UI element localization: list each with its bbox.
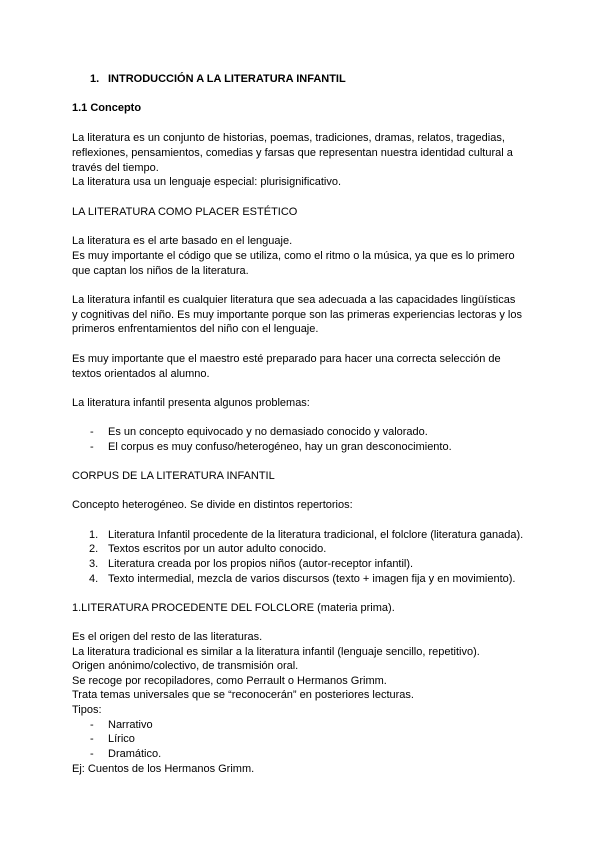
heading-number: 1. [90,73,100,85]
paragraph-line: y cognitivas del niño. Es muy importante porque son las primeras experiencias lectoras y los [72,309,522,321]
paragraph-line: Tipos: [72,704,102,716]
paragraph-line: La literatura es el arte basado en el lenguaje. [72,235,293,247]
paragraph-line: Trata temas universales que se “reconocerán” en posteriores lecturas. [72,689,414,701]
paragraph-line: Es muy importante que el maestro esté preparado para hacer una correcta selección de [72,353,501,365]
list-number: 3. [89,558,99,570]
list-item: Literatura creada por los propios niños (autor-receptor infantil). [108,558,414,570]
paragraph-line: primeros enfrentamientos del niño con el lenguaje. [72,323,319,335]
bullet-dash: - [90,426,94,438]
subheading: 1.1 Concepto [72,102,142,114]
list-item: Texto intermedial, mezcla de varios discursos (texto + imagen fija y en movimiento). [108,573,516,585]
paragraph-line: La literatura infantil es cualquier literatura que sea adecuada a las capacidades lingüísticas [72,294,516,306]
paragraph-line: La literatura tradicional es similar a la literatura infantil (lenguaje sencillo, repetitivo). [72,646,480,658]
list-item: Es un concepto equivocado y no demasiado conocido y valorado. [108,426,428,438]
bullet-dash: - [90,719,94,731]
list-item: El corpus es muy confuso/heterogéneo, hay un gran desconocimiento. [108,441,452,453]
section-heading-placer: LA LITERATURA COMO PLACER ESTÉTICO [72,206,298,218]
problems-intro: La literatura infantil presenta algunos problemas: [72,397,310,409]
list-item: Narrativo [108,719,153,731]
section-heading-folclore-title: 1.LITERATURA PROCEDENTE DEL FOLCLORE [72,602,315,614]
heading-title: INTRODUCCIÓN A LA LITERATURA INFANTIL [108,73,346,85]
paragraph-line: Origen anónimo/colectivo, de transmisión oral. [72,660,299,672]
intro-line: través del tiempo. [72,162,159,174]
intro-line: La literatura usa un lenguaje especial: plurisignificativo. [72,176,342,188]
list-item: Textos escritos por un autor adulto conocido. [108,543,327,555]
bullet-dash: - [90,748,94,760]
section-heading-corpus: CORPUS DE LA LITERATURA INFANTIL [72,470,275,482]
section-heading-folclore [72,601,395,615]
bullet-dash: - [90,441,94,453]
intro-line: La literatura es un conjunto de historias, poemas, tradiciones, dramas, relatos, tragedias, [72,132,505,144]
paragraph-line: Es muy importante el código que se utiliza, como el ritmo o la música, ya que es lo primero [72,250,515,262]
section-heading-folclore-note: (materia prima). [317,602,395,614]
list-item: Literatura Infantil procedente de la literatura tradicional, el folclore (literatura ganada). [108,529,524,541]
list-number: 2. [89,543,99,555]
paragraph-line: Es el origen del resto de las literaturas. [72,631,263,643]
list-number: 1. [89,529,99,541]
list-item: Dramático. [108,748,162,760]
paragraph-line: Se recoge por recopiladores, como Perrault o Hermanos Grimm. [72,675,387,687]
bullet-dash: - [90,733,94,745]
list-number: 4. [89,573,99,585]
paragraph-line: que captan los niños de la literatura. [72,265,249,277]
intro-line: reflexiones, pensamientos, comedias y farsas que representan nuestra identidad cultural a [72,147,513,159]
corpus-intro: Concepto heterogéneo. Se divide en distintos repertorios: [72,499,353,511]
list-item: Lírico [108,733,135,745]
paragraph-line: textos orientados al alumno. [72,368,210,380]
example-line: Ej: Cuentos de los Hermanos Grimm. [72,763,255,775]
